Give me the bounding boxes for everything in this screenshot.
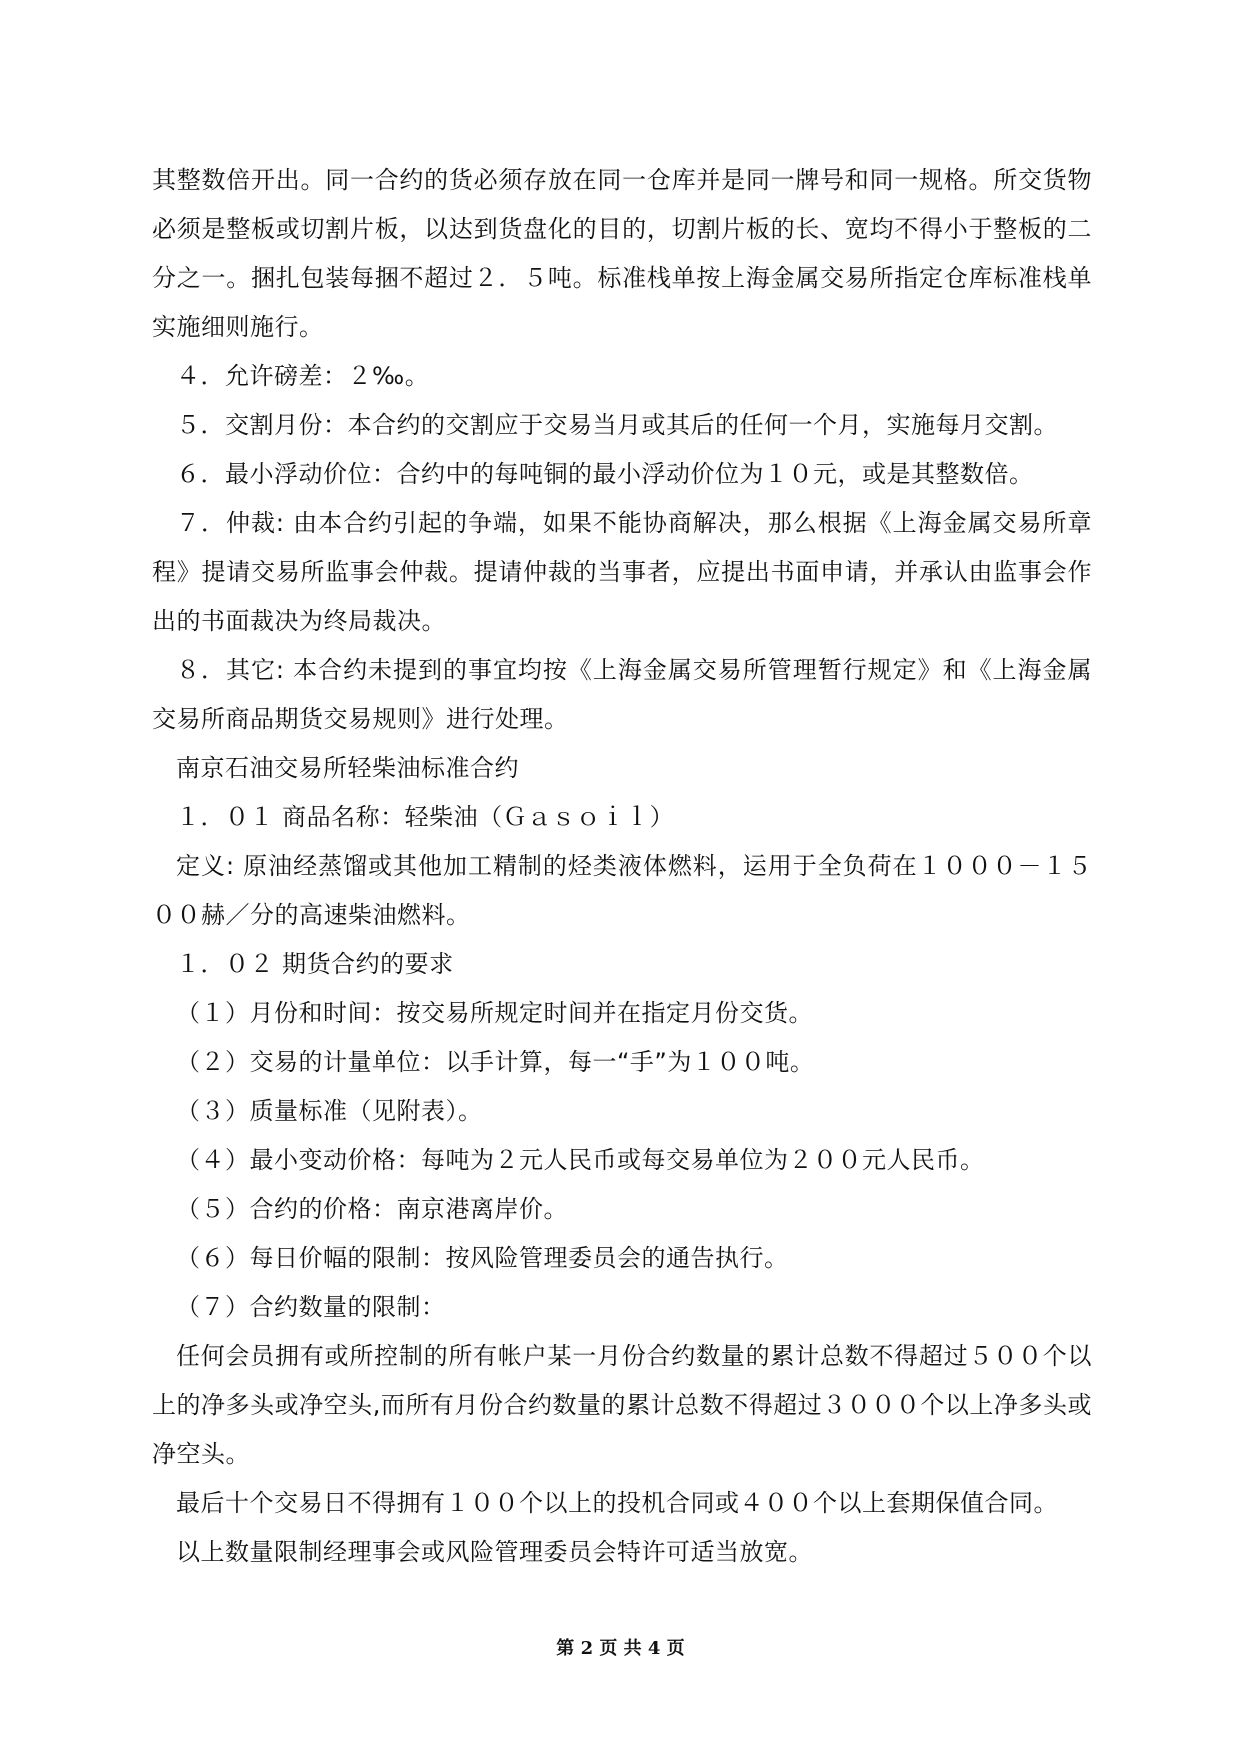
document-body <box>152 156 1092 1577</box>
paragraph: ７．仲裁: 由本合约引起的争端，如果不能协商解决，那么根据《上海金属交易所章程》提请交易所监事会仲裁。提请仲裁的当事者，应提出书面申请，并承认由监事会作出的书面裁决为终局裁决。 <box>152 509 1092 635</box>
paragraph: （１）月份和时间：按交易所规定时间并在指定月份交货。 <box>176 999 813 1027</box>
paragraph: 以上数量限制经理事会或风险管理委员会特许可适当放宽。 <box>176 1538 813 1566</box>
paragraph: 任何会员拥有或所控制的所有帐户某一月份合约数量的累计总数不得超过５００个以上的净多头或净空头,而所有月份合约数量的累计总数不得超过３０００个以上净多头或净空头。 <box>152 1342 1092 1468</box>
paragraph: ５．交割月份：本合约的交割应于交易当月或其后的任何一个月，实施每月交割。 <box>176 411 1058 439</box>
paragraph: ６．最小浮动价位：合约中的每吨铜的最小浮动价位为１０元，或是其整数倍。 <box>176 460 1034 488</box>
paragraph: １．０１ 商品名称：轻柴油（Ｇａｓｏｉｌ） <box>176 803 675 831</box>
paragraph: （７）合约数量的限制： <box>176 1293 446 1321</box>
paragraph: 最后十个交易日不得拥有１００个以上的投机合同或４００个以上套期保值合同。 <box>176 1489 1058 1517</box>
page-number-footer: 第 2 页 共 4 页 <box>556 1638 685 1659</box>
paragraph: ８．其它: 本合约未提到的事宜均按《上海金属交易所管理暂行规定》和《上海金属交易所商品期货交易规则》进行处理。 <box>152 656 1092 733</box>
paragraph: （５）合约的价格：南京港离岸价。 <box>176 1195 568 1223</box>
paragraph: 定义: 原油经蒸馏或其他加工精制的烃类液体燃料，运用于全负荷在１０００－１５００赫／分的高速柴油燃料。 <box>152 852 1092 929</box>
section-heading: 南京石油交易所轻柴油标准合约 <box>176 754 519 782</box>
paragraph: ４．允许磅差：２‰。 <box>176 362 430 390</box>
paragraph: （３）质量标准（见附表）。 <box>176 1097 483 1125</box>
paragraph: （４）最小变动价格：每吨为２元人民币或每交易单位为２００元人民币。 <box>176 1146 985 1174</box>
paragraph: （６）每日价幅的限制：按风险管理委员会的通告执行。 <box>176 1244 789 1272</box>
paragraph: 其整数倍开出。同一合约的货必须存放在同一仓库并是同一牌号和同一规格。所交货物必须是整板或切割片板，以达到货盘化的目的，切割片板的长、宽均不得小于整板的二分之一。捆扎包装每捆不超过２．５吨。标准栈单按上海金属交易所指定仓库标准栈单实施细则施行。 <box>152 166 1092 341</box>
paragraph: １．０２ 期货合约的要求 <box>176 950 454 978</box>
paragraph: （２）交易的计量单位：以手计算，每一“手”为１００吨。 <box>176 1048 815 1076</box>
